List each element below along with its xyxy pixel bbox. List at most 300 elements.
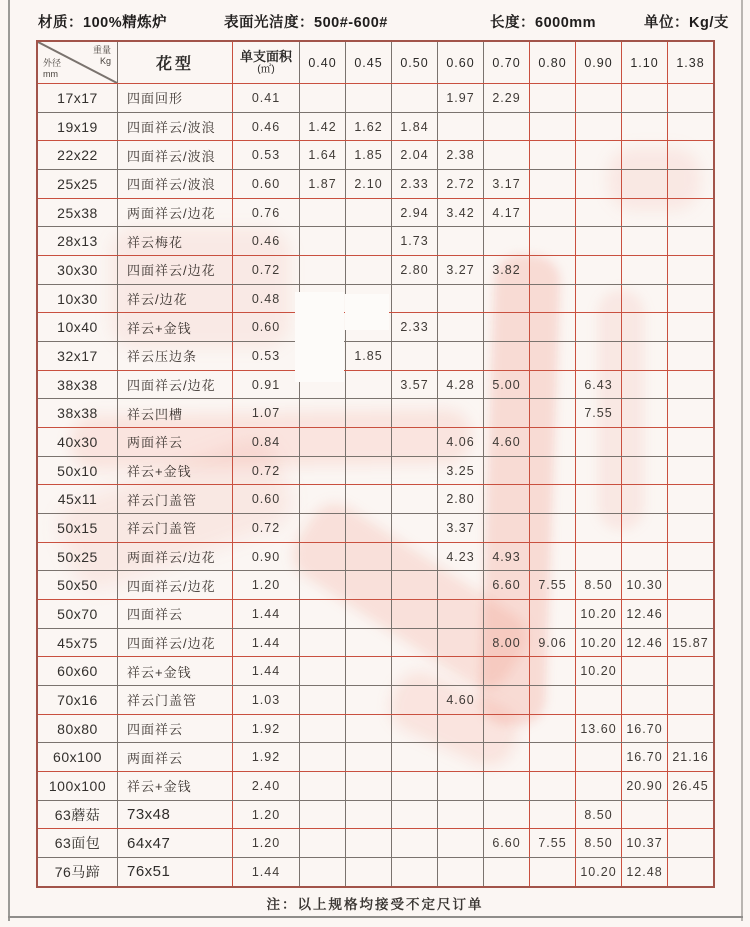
size-cell: 38x38 xyxy=(38,371,118,399)
size-cell: 25x38 xyxy=(38,199,118,227)
weight-value-cell xyxy=(530,801,576,829)
area-cell: 0.84 xyxy=(233,428,300,456)
pattern-cell: 四面祥云/波浪 xyxy=(118,113,233,141)
weight-value-cell xyxy=(346,743,392,771)
weight-value-cell xyxy=(300,227,346,255)
size-cell: 17x17 xyxy=(38,84,118,112)
weight-value-cell xyxy=(484,285,530,313)
table-row xyxy=(38,227,713,256)
weight-value-cell xyxy=(346,543,392,571)
pattern-cell: 祥云门盖管 xyxy=(118,514,233,542)
weight-column-header: 0.90 xyxy=(576,42,622,83)
weight-value-cell xyxy=(484,600,530,628)
surface-finish-label: 表面光洁度： xyxy=(224,15,314,31)
weight-value-cell xyxy=(622,514,668,542)
table-row xyxy=(38,772,713,801)
weight-value-cell: 8.50 xyxy=(576,571,622,599)
area-cell: 1.03 xyxy=(233,686,300,714)
table-row xyxy=(38,256,713,285)
weight-value-cell xyxy=(300,629,346,657)
corner-od-label: 外径 mm xyxy=(43,58,62,80)
pattern-cell: 祥云+金钱 xyxy=(118,457,233,485)
corner-weight-label: 重量 Kg xyxy=(92,45,111,66)
weight-value-cell: 10.20 xyxy=(576,629,622,657)
weight-value-cell: 6.60 xyxy=(484,829,530,857)
weight-value-cell: 13.60 xyxy=(576,715,622,743)
weight-value-cell: 4.17 xyxy=(484,199,530,227)
weight-value-cell xyxy=(576,285,622,313)
weight-value-cell xyxy=(668,285,713,313)
table-row xyxy=(38,801,713,830)
weight-value-cell: 2.38 xyxy=(438,141,484,169)
weight-value-cell xyxy=(346,457,392,485)
weight-value-cell xyxy=(346,84,392,112)
area-cell: 1.44 xyxy=(233,657,300,685)
weight-value-cell xyxy=(668,428,713,456)
unit-label: 单位： xyxy=(644,15,689,31)
area-cell: 0.91 xyxy=(233,371,300,399)
page-frame-right xyxy=(741,0,743,921)
weight-value-cell: 8.00 xyxy=(484,629,530,657)
pattern-cell: 四面祥云/波浪 xyxy=(118,141,233,169)
weight-column-header: 0.80 xyxy=(530,42,576,83)
table-row xyxy=(38,141,713,170)
weight-value-cell xyxy=(484,657,530,685)
pattern-cell: 祥云凹槽 xyxy=(118,399,233,427)
weight-value-cell xyxy=(346,858,392,886)
table-row xyxy=(38,113,713,142)
weight-value-cell xyxy=(668,485,713,513)
weight-value-cell xyxy=(392,686,438,714)
weight-value-cell: 10.20 xyxy=(576,858,622,886)
weight-value-cell xyxy=(622,457,668,485)
area-cell: 0.48 xyxy=(233,285,300,313)
weight-value-cell xyxy=(668,342,713,370)
pattern-cell: 76x51 xyxy=(118,858,233,886)
weight-column-header: 0.70 xyxy=(484,42,530,83)
weight-value-cell xyxy=(576,743,622,771)
weight-value-cell xyxy=(530,199,576,227)
weight-value-cell: 9.06 xyxy=(530,629,576,657)
area-cell: 0.53 xyxy=(233,342,300,370)
weight-value-cell xyxy=(484,342,530,370)
weight-value-cell xyxy=(668,113,713,141)
weight-value-cell: 16.70 xyxy=(622,743,668,771)
weight-value-cell: 8.50 xyxy=(576,801,622,829)
weight-value-cell: 12.46 xyxy=(622,600,668,628)
weight-value-cell xyxy=(484,772,530,800)
weight-value-cell: 1.85 xyxy=(346,342,392,370)
area-cell: 1.44 xyxy=(233,600,300,628)
weight-value-cell: 1.42 xyxy=(300,113,346,141)
weight-value-cell xyxy=(392,514,438,542)
area-cell: 1.44 xyxy=(233,858,300,886)
weight-value-cell xyxy=(392,399,438,427)
weight-value-cell xyxy=(622,801,668,829)
weight-value-cell xyxy=(530,170,576,198)
table-row xyxy=(38,571,713,600)
area-cell: 0.60 xyxy=(233,485,300,513)
weight-value-cell xyxy=(300,858,346,886)
weight-value-cell xyxy=(346,801,392,829)
weight-value-cell xyxy=(668,657,713,685)
weight-value-cell xyxy=(576,227,622,255)
weight-value-cell xyxy=(346,227,392,255)
weight-value-cell xyxy=(346,600,392,628)
weight-value-cell: 4.06 xyxy=(438,428,484,456)
weight-value-cell xyxy=(622,313,668,341)
weight-value-cell xyxy=(346,686,392,714)
weight-value-cell: 7.55 xyxy=(530,571,576,599)
pattern-cell: 四面祥云 xyxy=(118,600,233,628)
weight-value-cell xyxy=(530,485,576,513)
pattern-cell: 64x47 xyxy=(118,829,233,857)
weight-value-cell xyxy=(346,629,392,657)
weight-value-cell: 16.70 xyxy=(622,715,668,743)
weight-value-cell xyxy=(530,256,576,284)
footer-note: 注：以上规格均接受不定尺订单 xyxy=(266,897,484,912)
weight-value-cell xyxy=(576,170,622,198)
weight-value-cell xyxy=(668,199,713,227)
weight-value-cell xyxy=(668,715,713,743)
corner-header-cell xyxy=(38,42,118,83)
weight-value-cell xyxy=(530,543,576,571)
weight-value-cell xyxy=(346,657,392,685)
weight-value-cell xyxy=(392,600,438,628)
size-cell: 19x19 xyxy=(38,113,118,141)
weight-column-header: 0.40 xyxy=(300,42,346,83)
surface-finish-value: 500#-600# xyxy=(314,15,388,31)
weight-value-cell xyxy=(346,715,392,743)
pattern-cell: 四面祥云/波浪 xyxy=(118,170,233,198)
weight-value-cell: 4.28 xyxy=(438,371,484,399)
weight-value-cell xyxy=(392,342,438,370)
weight-value-cell xyxy=(346,256,392,284)
weight-value-cell: 8.50 xyxy=(576,829,622,857)
spec-table xyxy=(36,40,715,888)
weight-value-cell xyxy=(622,141,668,169)
area-cell: 0.41 xyxy=(233,84,300,112)
weight-value-cell xyxy=(484,715,530,743)
pattern-cell: 四面回形 xyxy=(118,84,233,112)
weight-value-cell: 2.10 xyxy=(346,170,392,198)
weight-value-cell xyxy=(668,829,713,857)
material-value: 100%精炼炉 xyxy=(83,15,168,31)
weight-value-cell xyxy=(300,715,346,743)
weight-value-cell: 3.82 xyxy=(484,256,530,284)
weight-value-cell xyxy=(622,113,668,141)
weight-value-cell xyxy=(576,772,622,800)
weight-value-cell xyxy=(530,371,576,399)
size-cell: 76马蹄 xyxy=(38,858,118,886)
weight-value-cell xyxy=(392,285,438,313)
weight-value-cell: 20.90 xyxy=(622,772,668,800)
weight-value-cell xyxy=(668,170,713,198)
weight-value-cell xyxy=(576,686,622,714)
weight-value-cell: 1.97 xyxy=(438,84,484,112)
weight-value-cell xyxy=(576,313,622,341)
pattern-cell: 四面祥云 xyxy=(118,715,233,743)
table-header-row xyxy=(38,42,713,84)
weight-value-cell xyxy=(530,285,576,313)
weight-value-cell: 3.57 xyxy=(392,371,438,399)
weight-value-cell xyxy=(530,342,576,370)
weight-value-cell: 3.37 xyxy=(438,514,484,542)
pattern-cell: 祥云+金钱 xyxy=(118,772,233,800)
weight-column-header: 0.50 xyxy=(392,42,438,83)
size-cell: 50x10 xyxy=(38,457,118,485)
size-cell: 10x40 xyxy=(38,313,118,341)
weight-value-cell xyxy=(530,657,576,685)
weight-value-cell xyxy=(622,84,668,112)
table-row xyxy=(38,743,713,772)
weight-value-cell xyxy=(300,399,346,427)
weight-value-cell xyxy=(392,743,438,771)
size-cell: 50x25 xyxy=(38,543,118,571)
weight-value-cell xyxy=(346,399,392,427)
weight-value-cell xyxy=(530,772,576,800)
weight-value-cell xyxy=(438,743,484,771)
weight-value-cell xyxy=(438,801,484,829)
size-cell: 40x30 xyxy=(38,428,118,456)
size-cell: 30x30 xyxy=(38,256,118,284)
weight-value-cell xyxy=(392,829,438,857)
size-cell: 70x16 xyxy=(38,686,118,714)
table-row xyxy=(38,858,713,886)
weight-value-cell xyxy=(438,313,484,341)
weight-value-cell: 1.64 xyxy=(300,141,346,169)
weight-value-cell xyxy=(346,514,392,542)
weight-value-cell xyxy=(530,399,576,427)
weight-value-cell xyxy=(622,227,668,255)
weight-value-cell xyxy=(622,399,668,427)
weight-value-cell xyxy=(622,686,668,714)
weight-value-cell xyxy=(438,571,484,599)
area-column-header: 单支面积 (㎡) xyxy=(233,42,300,83)
weight-value-cell: 15.87 xyxy=(672,635,709,650)
weight-column-header: 0.60 xyxy=(438,42,484,83)
weight-value-cell xyxy=(484,801,530,829)
weight-value-cell xyxy=(300,571,346,599)
material-field xyxy=(38,11,167,32)
weight-value-cell: 2.80 xyxy=(438,485,484,513)
size-cell: 10x30 xyxy=(38,285,118,313)
weight-value-cell xyxy=(622,657,668,685)
weight-column-header: 1.38 xyxy=(676,55,705,70)
weight-value-cell xyxy=(484,514,530,542)
weight-value-cell xyxy=(392,715,438,743)
pattern-cell: 祥云梅花 xyxy=(118,227,233,255)
weight-value-cell: 2.72 xyxy=(438,170,484,198)
table-row xyxy=(38,170,713,199)
size-cell: 45x11 xyxy=(38,485,118,513)
weight-value-cell: 7.55 xyxy=(576,399,622,427)
area-cell: 0.60 xyxy=(233,170,300,198)
pattern-cell: 两面祥云/边花 xyxy=(118,543,233,571)
size-cell: 63面包 xyxy=(38,829,118,857)
weight-value-cell xyxy=(484,743,530,771)
weight-value-cell xyxy=(300,256,346,284)
area-cell: 1.44 xyxy=(233,629,300,657)
weight-value-cell: 2.94 xyxy=(392,199,438,227)
area-cell: 0.72 xyxy=(233,457,300,485)
weight-value-cell: 12.46 xyxy=(622,629,668,657)
table-row xyxy=(38,715,713,744)
weight-value-cell xyxy=(300,772,346,800)
weight-value-cell xyxy=(622,256,668,284)
weight-value-cell xyxy=(530,113,576,141)
weight-column-header: 1.10 xyxy=(622,42,668,83)
weight-value-cell xyxy=(530,715,576,743)
weight-value-cell xyxy=(392,457,438,485)
weight-value-cell xyxy=(346,371,392,399)
weight-value-cell xyxy=(392,801,438,829)
whiteout-patch xyxy=(345,294,389,330)
pattern-column-header: 花型 xyxy=(118,42,233,83)
table-row xyxy=(38,600,713,629)
weight-value-cell xyxy=(576,514,622,542)
weight-value-cell xyxy=(300,84,346,112)
area-cell: 1.07 xyxy=(233,399,300,427)
table-row xyxy=(38,514,713,543)
weight-value-cell xyxy=(668,227,713,255)
weight-value-cell xyxy=(484,457,530,485)
header-info-bar xyxy=(0,8,750,36)
area-cell: 0.76 xyxy=(233,199,300,227)
pattern-cell: 两面祥云 xyxy=(118,743,233,771)
weight-value-cell xyxy=(438,285,484,313)
length-field xyxy=(490,11,596,32)
weight-value-cell xyxy=(438,715,484,743)
weight-value-cell xyxy=(576,113,622,141)
table-row xyxy=(38,371,713,400)
unit-value: Kg/支 xyxy=(689,15,729,31)
weight-value-cell xyxy=(668,514,713,542)
weight-value-cell xyxy=(438,657,484,685)
weight-value-cell: 4.93 xyxy=(484,543,530,571)
weight-value-cell xyxy=(392,84,438,112)
weight-value-cell xyxy=(300,199,346,227)
size-cell: 50x15 xyxy=(38,514,118,542)
weight-value-cell: 2.04 xyxy=(392,141,438,169)
weight-value-cell xyxy=(484,313,530,341)
weight-value-cell xyxy=(622,342,668,370)
pattern-cell: 祥云门盖管 xyxy=(118,686,233,714)
weight-value-cell xyxy=(530,514,576,542)
size-cell: 63蘑菇 xyxy=(38,801,118,829)
weight-value-cell xyxy=(484,686,530,714)
size-cell: 28x13 xyxy=(38,227,118,255)
weight-value-cell: 21.16 xyxy=(672,750,709,765)
weight-value-cell xyxy=(622,543,668,571)
weight-value-cell xyxy=(392,772,438,800)
material-label: 材质： xyxy=(38,15,83,31)
weight-value-cell xyxy=(300,829,346,857)
weight-value-cell xyxy=(668,457,713,485)
weight-value-cell: 26.45 xyxy=(672,778,709,793)
pattern-cell: 祥云/边花 xyxy=(118,285,233,313)
pattern-cell: 四面祥云/边花 xyxy=(118,256,233,284)
page-frame-left xyxy=(8,0,10,921)
weight-value-cell xyxy=(300,485,346,513)
weight-value-cell: 1.84 xyxy=(392,113,438,141)
weight-value-cell xyxy=(346,772,392,800)
table-row xyxy=(38,629,713,658)
size-cell: 50x50 xyxy=(38,571,118,599)
weight-value-cell xyxy=(346,199,392,227)
pattern-cell: 祥云+金钱 xyxy=(118,313,233,341)
table-row xyxy=(38,199,713,228)
weight-value-cell xyxy=(576,342,622,370)
weight-value-cell xyxy=(530,141,576,169)
pattern-cell: 四面祥云/边花 xyxy=(118,371,233,399)
weight-value-cell xyxy=(392,571,438,599)
weight-value-cell xyxy=(576,141,622,169)
weight-value-cell xyxy=(484,485,530,513)
weight-value-cell: 4.23 xyxy=(438,543,484,571)
area-cell: 2.40 xyxy=(233,772,300,800)
weight-value-cell: 4.60 xyxy=(438,686,484,714)
weight-value-cell xyxy=(392,657,438,685)
size-cell: 60x60 xyxy=(38,657,118,685)
weight-value-cell: 6.43 xyxy=(576,371,622,399)
weight-value-cell xyxy=(438,829,484,857)
weight-value-cell xyxy=(668,313,713,341)
weight-value-cell xyxy=(438,227,484,255)
weight-value-cell xyxy=(438,858,484,886)
weight-value-cell xyxy=(668,686,713,714)
table-row xyxy=(38,829,713,858)
weight-value-cell xyxy=(668,571,713,599)
weight-value-cell xyxy=(438,399,484,427)
table-row xyxy=(38,657,713,686)
area-cell: 1.20 xyxy=(233,571,300,599)
weight-value-cell xyxy=(346,829,392,857)
weight-value-cell xyxy=(576,428,622,456)
weight-value-cell xyxy=(622,371,668,399)
area-cell: 0.90 xyxy=(233,543,300,571)
weight-value-cell xyxy=(622,485,668,513)
weight-value-cell xyxy=(300,457,346,485)
weight-value-cell: 10.20 xyxy=(576,600,622,628)
weight-value-cell: 1.62 xyxy=(346,113,392,141)
size-cell: 80x80 xyxy=(38,715,118,743)
weight-value-cell xyxy=(530,686,576,714)
weight-value-cell xyxy=(484,399,530,427)
pattern-cell: 两面祥云 xyxy=(118,428,233,456)
weight-value-cell xyxy=(668,543,713,571)
area-cell: 0.46 xyxy=(233,113,300,141)
weight-value-cell xyxy=(668,801,713,829)
weight-value-cell xyxy=(530,227,576,255)
weight-value-cell xyxy=(392,858,438,886)
weight-value-cell xyxy=(530,457,576,485)
weight-value-cell xyxy=(484,141,530,169)
pattern-cell: 两面祥云/边花 xyxy=(118,199,233,227)
area-cell: 0.72 xyxy=(233,256,300,284)
page-frame-bottom xyxy=(8,916,743,918)
weight-value-cell xyxy=(576,199,622,227)
weight-value-cell xyxy=(346,428,392,456)
table-row xyxy=(38,342,713,371)
pattern-cell: 祥云门盖管 xyxy=(118,485,233,513)
weight-value-cell xyxy=(300,514,346,542)
weight-value-cell xyxy=(392,485,438,513)
weight-value-cell xyxy=(300,657,346,685)
weight-value-cell xyxy=(484,227,530,255)
weight-value-cell xyxy=(622,428,668,456)
weight-value-cell xyxy=(576,457,622,485)
